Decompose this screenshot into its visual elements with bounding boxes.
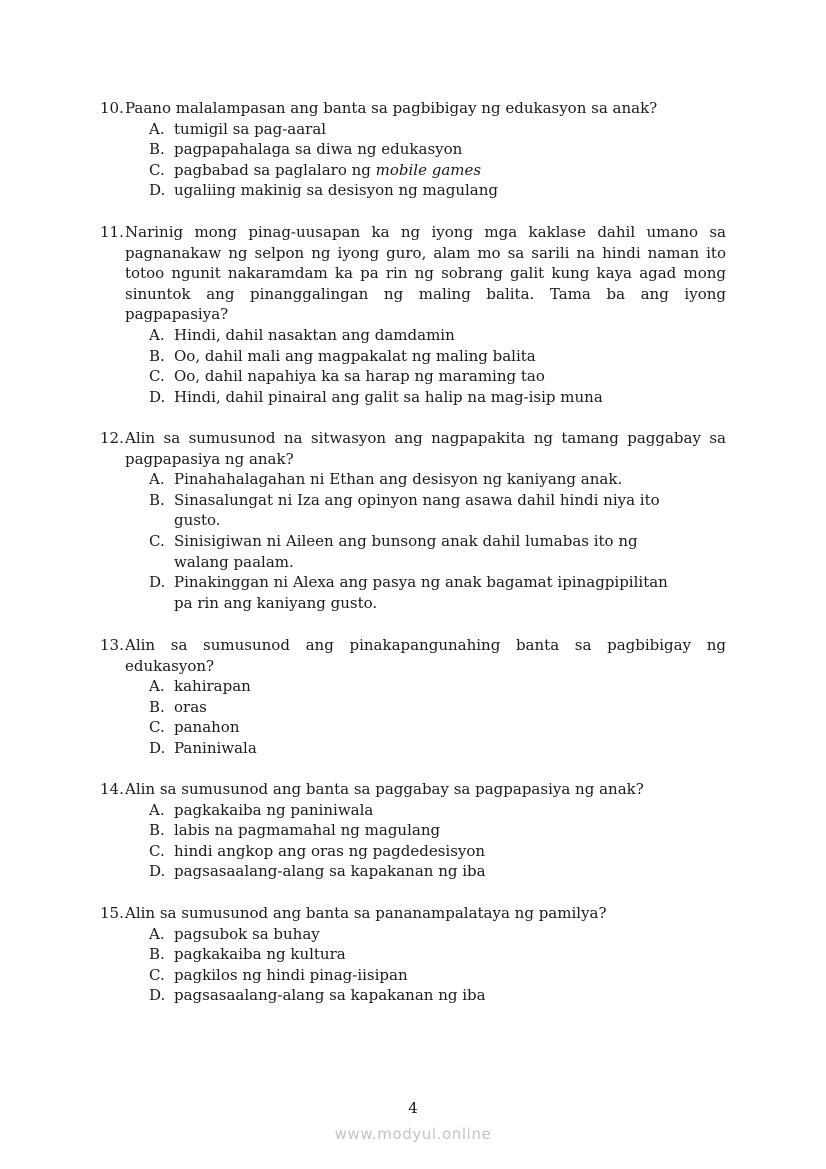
option-c: C. Oo, dahil napahiya ka sa harap ng maraming tao — [149, 367, 545, 386]
option-c: C. Sinisigiwan ni Aileen ang bunsong anak dahil lumabas ito ng walang paalam. — [149, 531, 638, 571]
option-a: A. Pinahahalagahan ni Ethan ang desisyon ng kaniyang anak. — [149, 470, 623, 489]
question-14 — [100, 779, 726, 882]
question-text: Alin sa sumusunod na sitwasyon ang nagpapakita ng tamang paggabay sa pagpapasiya ng anak? — [125, 429, 726, 468]
option-a: A. tumigil sa pag-aaral — [149, 119, 327, 138]
option-c: C. pagbabad sa paglalaro ng mobile games — [149, 160, 482, 179]
question-text: Paano malalampasan ang banta sa pagbibigay ng edukasyon sa anak? — [125, 99, 658, 117]
option-d: D. pagsasaalang-alang sa kapakanan ng iba — [149, 986, 486, 1005]
option-a: A. Hindi, dahil nasaktan ang damdamin — [149, 325, 455, 344]
option-b: B. labis na pagmamahal ng magulang — [149, 821, 441, 840]
question-text: Narinig mong pinag-uusapan ka ng iyong mga kaklase dahil umano sa pagnanakaw ng selpon ng iyong guro, alam mo sa sarili na hindi naman ito totoo ngunit nakaramdam ka pa rin ng sobrang galit kung kaya agad mong sinuntok ang pinanggalingan ng maling balita. Tama ba ang iyong pagpapasiya? — [125, 223, 726, 324]
question-12 — [100, 428, 726, 613]
question-number: 13. — [100, 636, 124, 654]
question-13 — [100, 635, 726, 759]
options-list — [100, 469, 726, 613]
question-number: 15. — [100, 904, 124, 922]
option-c-text: pagbabad sa paglalaro ng — [174, 160, 376, 179]
option-b: B. pagkakaiba ng kultura — [149, 945, 346, 964]
option-a: A. pagsubok sa buhay — [149, 924, 320, 943]
page-number: 4 — [408, 1099, 418, 1117]
option-c: C. panahon — [149, 718, 240, 737]
option-d: D. pagsasaalang-alang sa kapakanan ng iba — [149, 862, 486, 881]
option-a: A. pagkakaiba ng paniniwala — [149, 800, 374, 819]
option-c: C. hindi angkop ang oras ng pagdedesisyon — [149, 841, 486, 860]
option-d: D. Pinakinggan ni Alexa ang pasya ng anak bagamat ipinagpipilitan pa rin ang kaniyang gusto. — [149, 573, 668, 612]
options-list — [100, 800, 726, 882]
option-d: D. ugaliing makinig sa desisyon ng magulang — [149, 181, 498, 200]
question-10 — [100, 98, 726, 201]
question-11 — [100, 222, 726, 407]
options-list — [100, 119, 726, 201]
watermark: www.modyul.online — [334, 1125, 492, 1143]
question-text: Alin sa sumusunod ang pinakapangunahing banta sa pagbibigay ng edukasyon? — [125, 636, 726, 675]
option-d: D. Hindi, dahil pinairal ang galit sa halip na mag-isip muna — [149, 387, 603, 406]
question-text: Alin sa sumusunod ang banta sa paggabay sa pagpapasiya ng anak? — [125, 780, 644, 798]
option-b: B. oras — [149, 697, 207, 716]
question-number: 10. — [100, 99, 124, 117]
option-a: A. kahirapan — [149, 677, 251, 696]
question-number: 11. — [100, 223, 124, 241]
option-c: C. pagkilos ng hindi pinag-iisipan — [149, 965, 408, 984]
option-b: B. Oo, dahil mali ang magpakalat ng maling balita — [149, 346, 536, 365]
options-list — [100, 924, 726, 1006]
option-b: B. pagpapahalaga sa diwa ng edukasyon — [149, 140, 463, 159]
question-15 — [100, 903, 726, 1006]
option-c-italic-text: mobile games — [375, 160, 482, 179]
options-list — [100, 676, 726, 758]
option-b: B. Sinasalungat ni Iza ang opinyon nang asawa dahil hindi niya ito gusto. — [149, 490, 660, 530]
question-number: 12. — [100, 429, 124, 447]
option-d: D. Paniniwala — [149, 738, 257, 757]
options-list — [100, 325, 726, 407]
question-text: Alin sa sumusunod ang banta sa pananampalataya ng pamilya? — [125, 904, 607, 922]
question-number: 14. — [100, 780, 124, 798]
